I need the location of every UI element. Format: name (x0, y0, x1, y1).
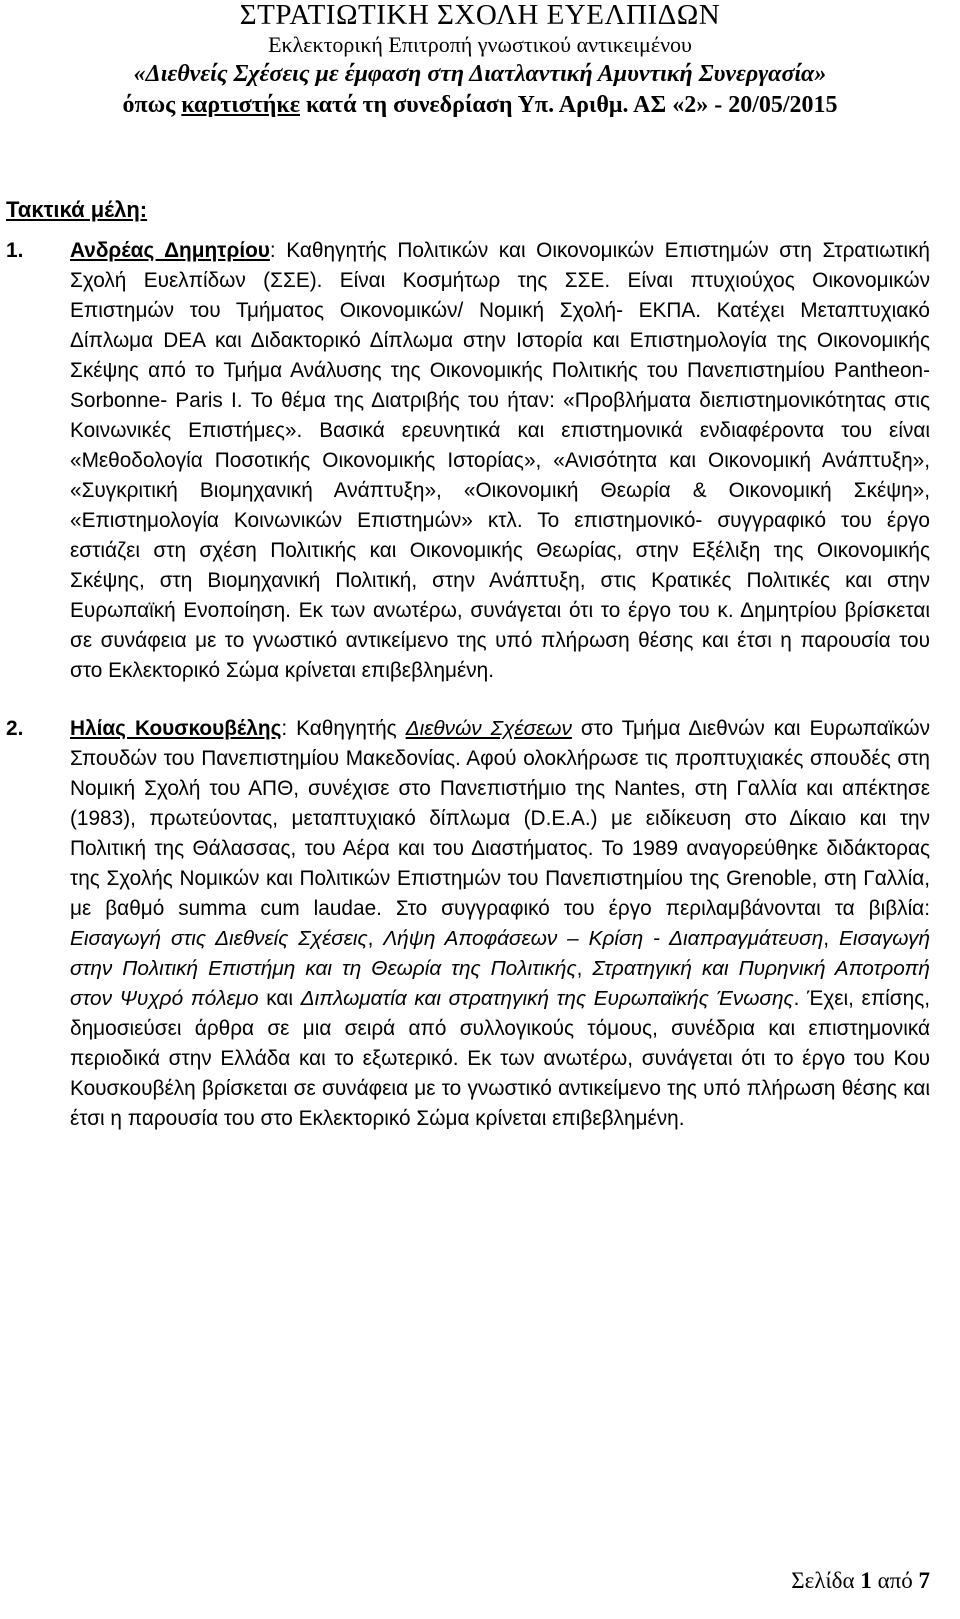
page-of: από (877, 1568, 913, 1593)
book-title: Στρατηγική και Πυρηνική Αποτροπή στον Ψυχρό πόλεμο (70, 957, 930, 1010)
member-name: Ανδρέας Δημητρίου (70, 239, 270, 262)
subject-title: «Διεθνείς Σχέσεις με έμφαση στη Διατλαντική Αμυντική Συνεργασία» (133, 61, 827, 87)
session-prefix: όπως (122, 92, 176, 118)
committee-name: Εκλεκτορική Επιτροπή γνωστικού αντικειμένου (268, 32, 692, 57)
book-title: Λήψη Αποφάσεων – Κρίση - Διαπραγμάτευση (383, 927, 824, 950)
book-title: Εισαγωγή στην Πολιτική Επιστήμη και τη Θεωρία της Πολιτικής (70, 927, 931, 980)
school-name: ΣΤΡΑΤΙΩΤΙΚΗ ΣΧΟΛΗ ΕΥΕΛΠΙΔΩΝ (239, 0, 721, 31)
member-bio-part: . Έχει, επίσης, δημοσιεύσει άρθρα σε μια σειρά από συλλογικούς τόμους, συνέδρια και επιστημονικά περιοδικά στην Ελλάδα και το εξωτερικό. Εκ των ανωτέρω, συνάγεται ότι το έργο του Κου Κουσκουβέλη βρίσκεται σε συνάφεια με το γνωστικό αντικείμενο της υπό πλήρωση θέσης και έτσι η παρουσία του στο Εκλεκτορικό Σώμα κρίνεται επιβεβλημένη. (70, 987, 930, 1130)
page-total: 7 (918, 1568, 930, 1593)
section-title: Τακτικά μέλη: (6, 197, 148, 222)
member-bio-part: , (823, 927, 839, 950)
member-name: Ηλίας Κουσκουβέλης (70, 717, 282, 740)
member-bio-part: , (367, 927, 384, 950)
book-title: Εισαγωγή στις Διεθνείς Σχέσεις (70, 927, 368, 950)
document-header (0, 0, 960, 120)
member-item (0, 236, 960, 686)
session-line (0, 90, 960, 120)
member-bio-part: και (258, 987, 301, 1010)
book-title: Διπλωματία και στρατηγική της Ευρωπαϊκής Ένωσης (300, 987, 794, 1010)
member-bio-part: , (576, 957, 593, 980)
member-bio-field: Διεθνών Σχέσεων (405, 717, 572, 740)
member-item (0, 714, 960, 1134)
page-current: 1 (860, 1568, 872, 1593)
session-underlined: καρτιστήκε (181, 92, 300, 118)
member-bio: : Καθηγητής Πολιτικών και Οικονομικών Επιστημών στη Στρατιωτική Σχολή Ευελπίδων (ΣΣΕ). Είναι Κοσμήτωρ της ΣΣΕ. Είναι πτυχιούχος Οικονομικών Επιστημών του Τμήματος Οικονομικών/ Νομική Σχολή- ΕΚΠΑ. Κατέχει Μεταπτυχιακό Δίπλωμα DEA και Διδακτορικό Δίπλωμα στην Ιστορία και Επιστημολογία της Οικονομικής Σκέψης από το Τμήμα Ανάλυσης της Οικονομικής Πολιτικής του Πανεπιστημίου Pantheon- Sorbonne- Paris I. Το θέμα της Διατριβής του ήταν: «Προβλήματα διεπιστημονικότητας στις Κοινωνικές Επιστήμες». Βασικά ερευνητικά και επιστημονικά ενδιαφέροντα του είναι «Μεθοδολογία Ποσοτικής Οικονομικής Ιστορίας», «Ανισότητα και Οικονομική Ανάπτυξη», «Συγκριτική Βιομηχανική Ανάπτυξη», «Οικονομική Θεωρία & Οικονομική Σκέψη», «Επιστημολογία Κοινωνικών Επιστημών» κτλ. Το επιστημονικό- συγγραφικό του έργο εστιάζει στη σχέση Πολιτικής και Οικονομικής Θεωρίας, στην Εξέλιξη της Οικονομικής Σκέψης, στη Βιομηχανική Πολιτική, στην Ανάπτυξη, στις Κρατικές Πολιτικές και στην Ευρωπαϊκή Ενοποίηση. Εκ των ανωτέρω, συνάγεται ότι το έργο του κ. Δημητρίου βρίσκεται σε συνάφεια με το γνωστικό αντικείμενο της υπό πλήρωση θέσης και έτσι η παρουσία του στο Εκλεκτορικό Σώμα κρίνεται επιβεβλημένη. (70, 239, 931, 682)
member-number: 2. (6, 717, 24, 740)
member-number: 1. (6, 239, 24, 262)
member-bio-part: : Καθηγητής (281, 717, 406, 740)
members-list (0, 236, 960, 1134)
page-number (791, 1568, 930, 1594)
page-word: Σελίδα (791, 1568, 855, 1593)
member-bio-part: στο Τμήμα Διεθνών και Ευρωπαϊκών Σπουδών του Πανεπιστημίου Μακεδονίας. Αφού ολοκλήρωσε τις προπτυχιακές σπουδές στη Νομική Σχολή του ΑΠΘ, συνέχισε στο Πανεπιστήμιο της Nantes, στη Γαλλία και απέκτησε (1983), πρωτεύοντας, μεταπτυχιακό δίπλωμα (D.E.A.) με ειδίκευση στο Δίκαιο και την Πολιτική της Θάλασσας, του Αέρα και του Διαστήματος. Το 1989 αναγορεύθηκε διδάκτορας της Σχολής Νομικών και Πολιτικών Επιστημών του Πανεπιστημίου της Grenoble, στη Γαλλία, με βαθμό summa cum laudae. Στο συγγραφικό του έργο περιλαμβάνονται τα βιβλία: (70, 717, 930, 920)
session-rest: κατά τη συνεδρίαση Υπ. Αριθμ. ΑΣ «2» - 20/05/2015 (306, 92, 838, 118)
